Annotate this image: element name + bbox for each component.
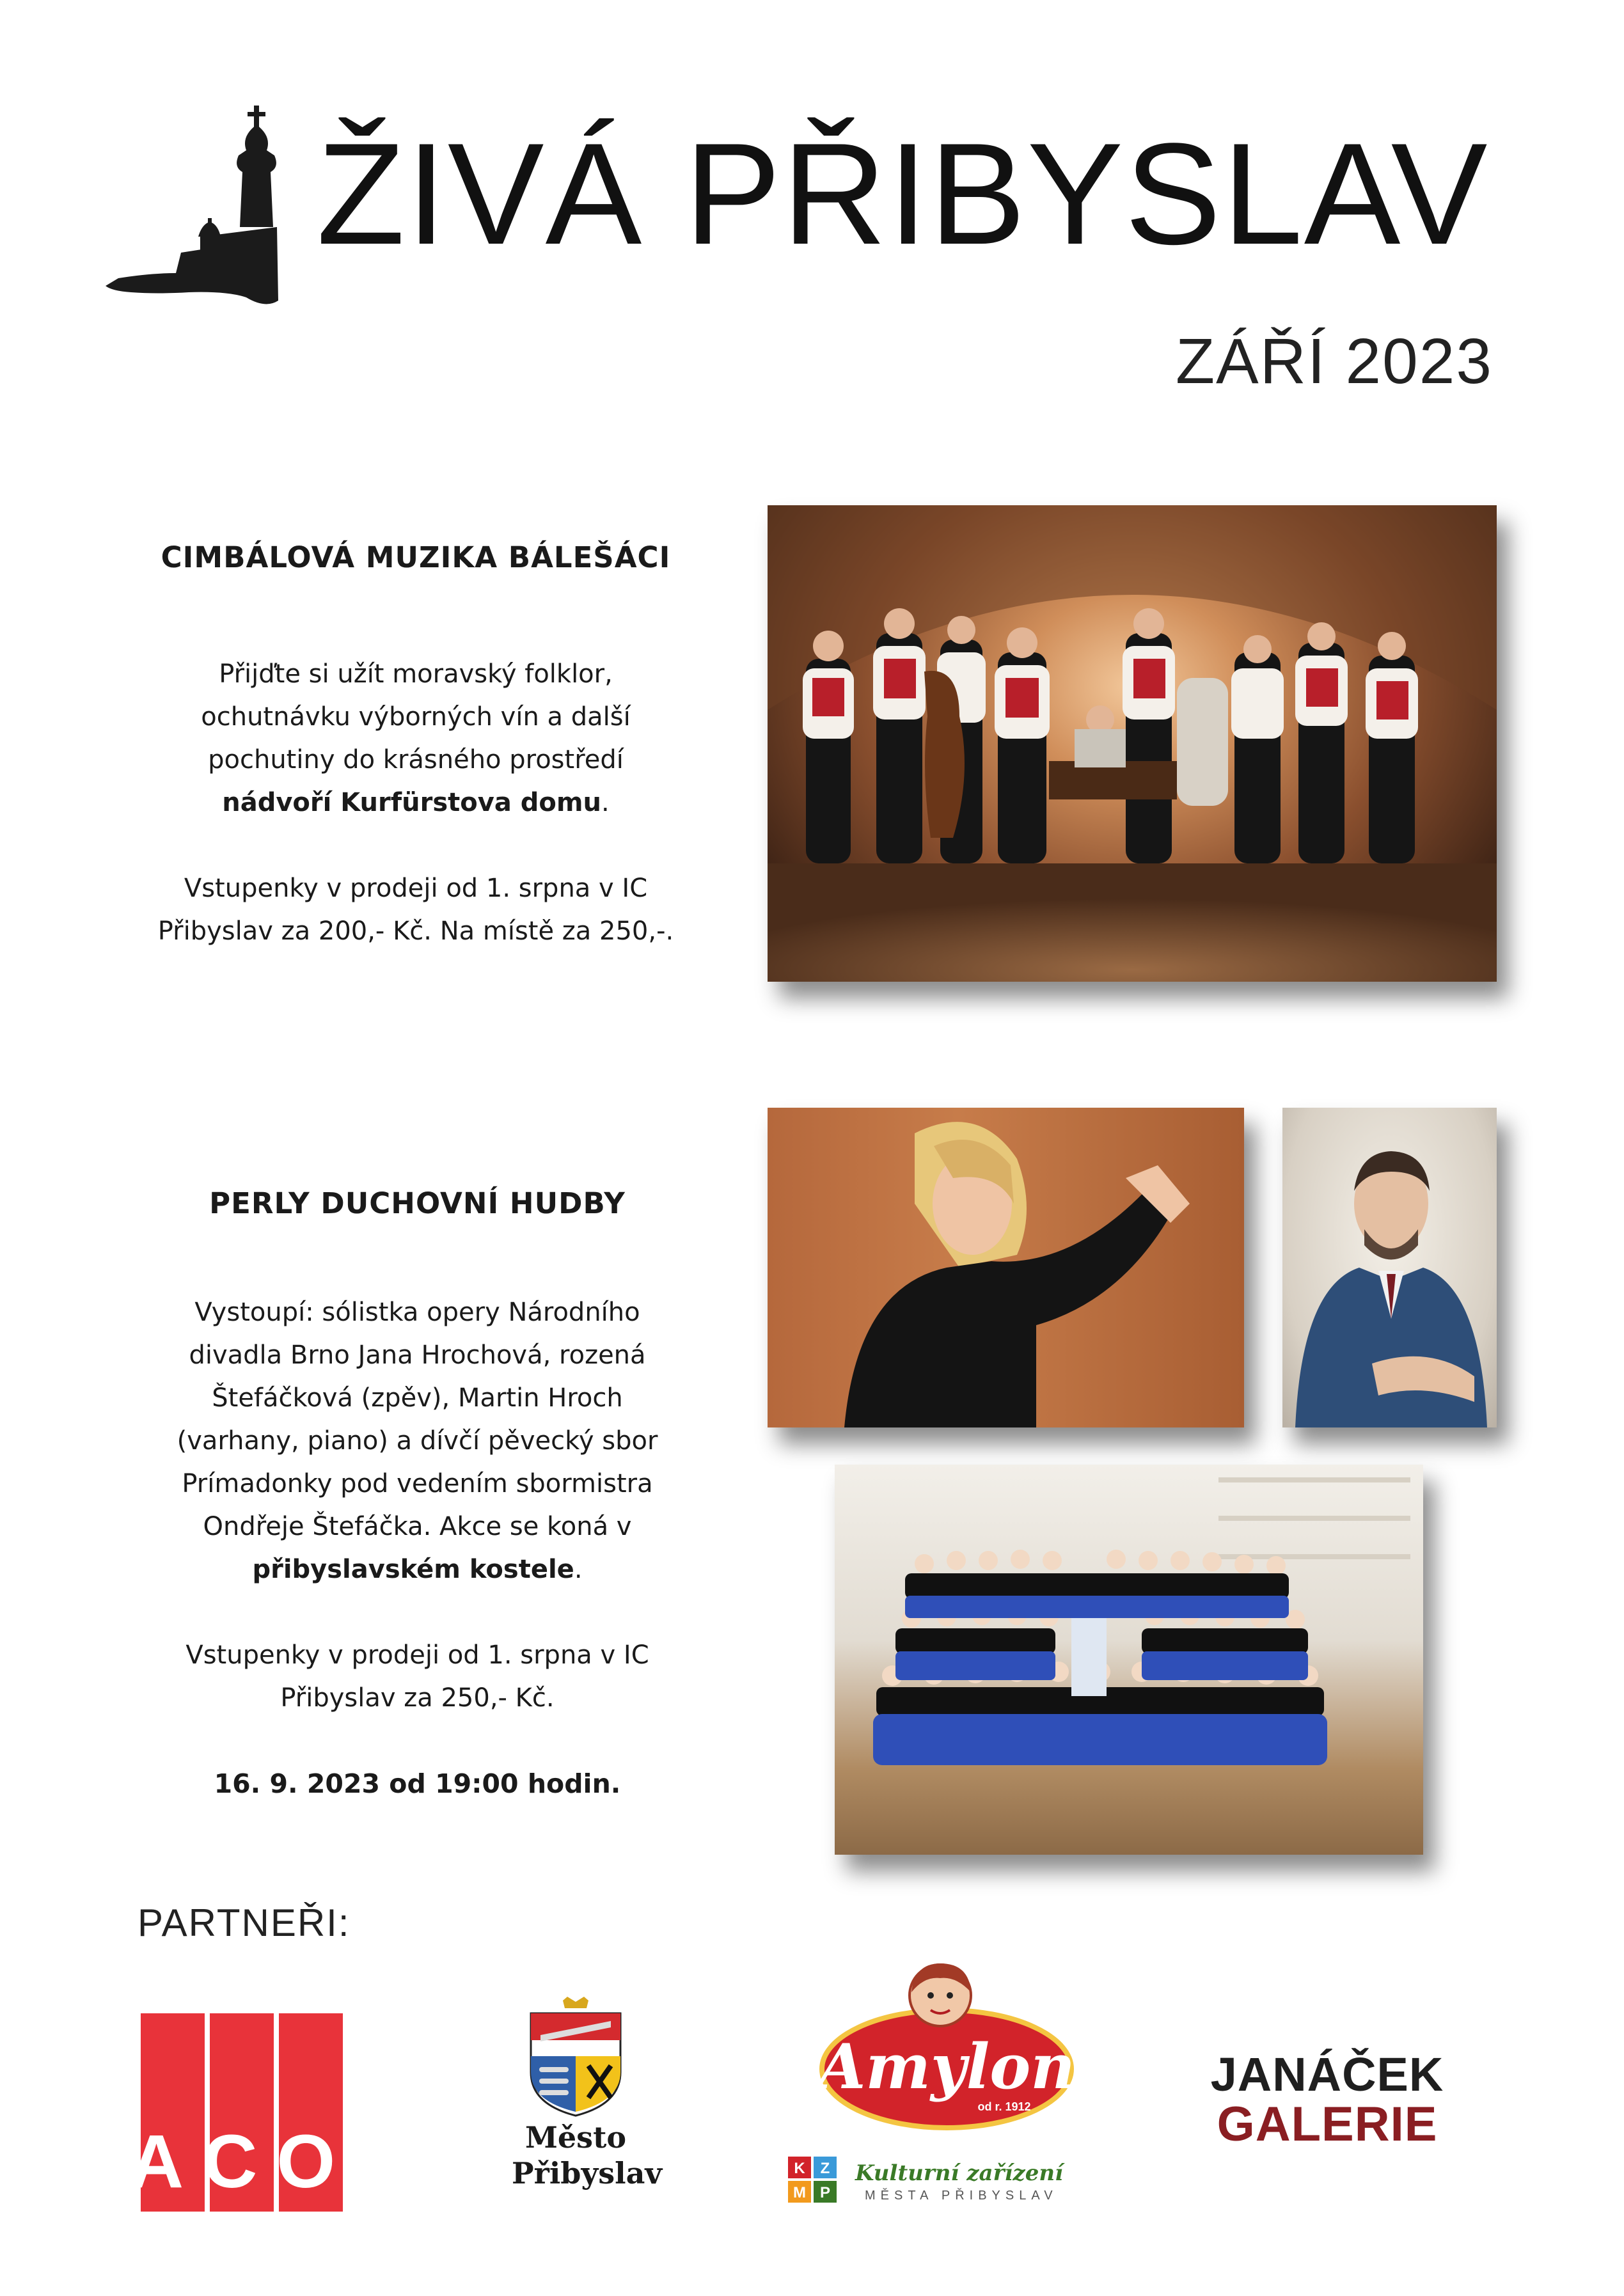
punctuation: . bbox=[601, 788, 610, 817]
page-subtitle: ZÁŘÍ 2023 bbox=[1175, 326, 1493, 397]
amylon-logo-text: Amylon bbox=[817, 2031, 1076, 2103]
event-heading: PERLY DUCHOVNÍ HUDBY bbox=[209, 1186, 626, 1220]
event-desc-line: Prímadonky pod vedením sbormistra bbox=[182, 1469, 653, 1498]
page-title: ŽIVÁ PŘIBYSLAV bbox=[317, 113, 1489, 274]
event-desc-line: (varhany, piano) a dívčí pěvecký sbor bbox=[177, 1426, 658, 1456]
event-desc-line: Ondřeje Štefáčka. Akce se koná v bbox=[203, 1512, 632, 1541]
aco-logo bbox=[129, 2013, 355, 2212]
kulturni-zarizeni-logo bbox=[788, 2157, 1089, 2208]
amylon-logo bbox=[819, 1960, 1075, 2130]
janacek-text: JANÁČEK bbox=[1210, 2048, 1444, 2101]
kzmp-name: Kulturní zařízení bbox=[855, 2160, 1063, 2186]
kzmp-letter: M bbox=[793, 2184, 806, 2201]
partners-label: PARTNEŘI: bbox=[138, 1901, 351, 1944]
event-desc-line: Vystoupí: sólistka opery Národního bbox=[194, 1298, 640, 1327]
aco-logo-text: ACO bbox=[129, 2119, 355, 2204]
photo-cimbalova-muzika-band bbox=[768, 505, 1497, 982]
photo-organist-martin-hroch bbox=[1282, 1108, 1497, 1427]
punctuation: . bbox=[574, 1555, 583, 1584]
event-perly-duchovni-hudby bbox=[106, 1186, 729, 1805]
photo-soprano-soloist bbox=[768, 1108, 1244, 1427]
event-date: 16. 9. 2023 od 19:00 hodin. bbox=[214, 1768, 621, 1799]
mesto-pribyslav-logo bbox=[512, 1995, 663, 2191]
amylon-since-text: od r. 1912 bbox=[977, 2100, 1031, 2113]
ticket-info-line: Přibyslav za 200,- Kč. Na místě za 250,-. bbox=[157, 916, 674, 946]
ticket-info-line: Vstupenky v prodeji od 1. srpna v IC bbox=[184, 874, 648, 903]
ticket-info-line: Vstupenky v prodeji od 1. srpna v IC bbox=[185, 1640, 649, 1670]
event-heading: CIMBÁLOVÁ MUZIKA BÁLEŠÁCI bbox=[161, 540, 671, 574]
event-desc-line: divadla Brno Jana Hrochová, rozená bbox=[189, 1341, 646, 1370]
ticket-info-line: Přibyslav za 250,- Kč. bbox=[280, 1683, 555, 1713]
photo-choir-primadonky bbox=[835, 1465, 1423, 1855]
kzmp-letter: Z bbox=[820, 2160, 830, 2177]
venue-name: přibyslavském kostele bbox=[252, 1555, 574, 1584]
kzmp-subtitle: MĚSTA PŘIBYSLAV bbox=[865, 2189, 1058, 2203]
event-desc-line: Štefáčková (zpěv), Martin Hroch bbox=[212, 1383, 623, 1413]
kzmp-letter: P bbox=[819, 2184, 831, 2201]
janacek-galerie-logo bbox=[1206, 2050, 1449, 2150]
church-silhouette-logo bbox=[106, 106, 285, 310]
event-desc-line: Přijďte si užít moravský folklor, bbox=[219, 659, 613, 689]
coat-of-arms-icon bbox=[528, 1995, 624, 2117]
kzmp-grid-icon bbox=[788, 2157, 839, 2205]
event-desc-venue bbox=[106, 1548, 729, 1591]
venue-name: nádvoří Kurfürstova domu bbox=[222, 788, 602, 817]
mesto-label-line2: Přibyslav bbox=[512, 2156, 663, 2190]
event-desc-line: ochutnávku výborných vín a další bbox=[201, 702, 631, 732]
event-desc-line: pochutiny do krásného prostředí bbox=[208, 745, 624, 775]
mesto-label-line1: Město bbox=[524, 2120, 626, 2155]
galerie-text: GALERIE bbox=[1217, 2097, 1438, 2151]
kzmp-letter: K bbox=[794, 2160, 805, 2177]
event-desc-venue bbox=[118, 782, 713, 824]
event-cimbalova-muzika bbox=[118, 540, 713, 953]
